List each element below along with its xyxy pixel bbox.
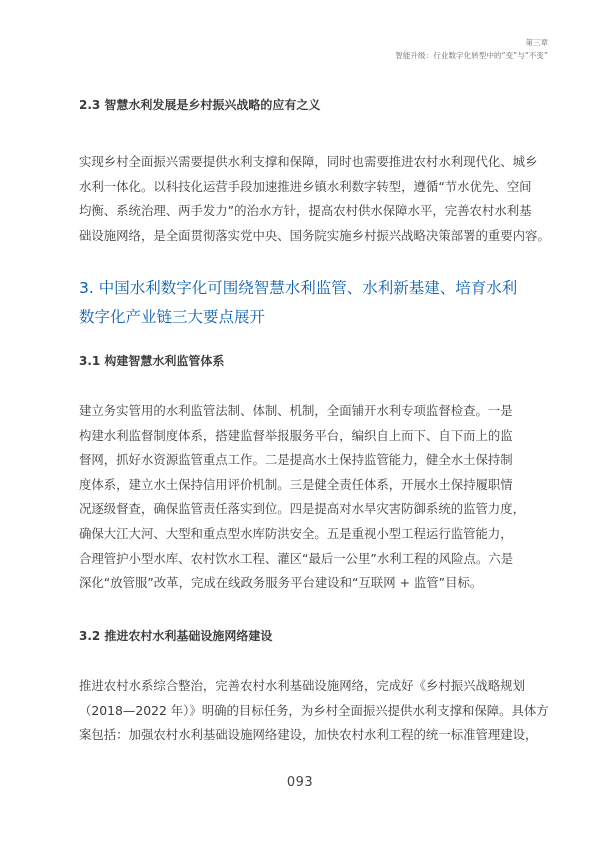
section-heading-3-2: 3.2 推进农村水利基础设施网络建设: [79, 629, 273, 643]
paragraph-line: 度体系，建立水土保持信用评价机制。三是健全责任体系，开展水土保持履职情: [79, 476, 513, 492]
paragraph-line: 均衡、系统治理、两手发力”的治水方针，提高农村供水保障水平，完善农村水利基: [79, 203, 532, 219]
paragraph-3-1: [79, 399, 531, 596]
paragraph-line: 实现乡村全面振兴需要提供水利支撑和保障，同时也需要推进农村水利现代化、城乡: [79, 154, 538, 169]
paragraph-line: 推进农村水系综合整治，完善农村水利基础设施网络，完成好《乡村振兴战略规划: [79, 678, 526, 693]
paragraph-line: 深化“放管服”改革，完成在线政务服务平台建设和“互联网 + 监管”目标。: [79, 575, 483, 591]
paragraph-line: 水利一体化。以科技化运营手段加速推进乡镇水利数字转型，遵循“节水优先、空间: [79, 178, 532, 194]
chapter-subtitle: 智能升级：行业数字化转型中的“变”与“不变”: [395, 51, 548, 60]
paragraph-line: 案包括：加强农村水利基础设施网络建设，加快农村水利工程的统一标准管理建设，: [79, 727, 538, 743]
paragraph-3-2: [79, 674, 549, 748]
paragraph-line: 督网，抓好水资源监管重点工作。二是提高水土保持监管能力，健全水土保持制: [79, 452, 513, 468]
running-head: [395, 36, 548, 62]
section-heading-2-3: 2.3 智慧水利发展是乡村振兴战略的应有之义: [79, 98, 321, 112]
paragraph-line: （2018—2022 年）》明确的目标任务，为乡村全面振兴提供水利支撑和保障。具体方: [79, 702, 549, 718]
paragraph-line: 建立务实管用的水利监管法制、体制、机制，全面铺开水利专项监督检查。一是: [79, 403, 513, 418]
paragraph-2-3: [79, 150, 550, 248]
section-heading-3: 3. 中国水利数字化可围绕智慧水利监管、水利新基建、培育水利数字化产业链三大要点展开: [79, 279, 518, 326]
page-number: 093: [286, 775, 314, 790]
section-heading-3-1: 3.1 构建智慧水利监管体系: [79, 354, 225, 368]
paragraph-line: 构建水利监督制度体系，搭建监督举报服务平台，编织自上而下、自下而上的监: [79, 427, 513, 443]
paragraph-line: 础设施网络，是全面贯彻落实党中央、国务院实施乡村振兴战略决策部署的重要内容。: [79, 227, 550, 243]
chapter-label: 第三章: [525, 38, 548, 47]
paragraph-line: 确保大江大河、大型和重点型水库防洪安全。五是重视小型工程运行监管能力，: [79, 525, 513, 541]
paragraph-line: 况逐级督查，确保监管责任落实到位。四是提高对水旱灾害防御系统的监管力度，: [79, 501, 526, 517]
paragraph-line: 合理管护小型水库、农村饮水工程、灌区“最后一公里”水利工程的风险点。六是: [79, 550, 514, 566]
